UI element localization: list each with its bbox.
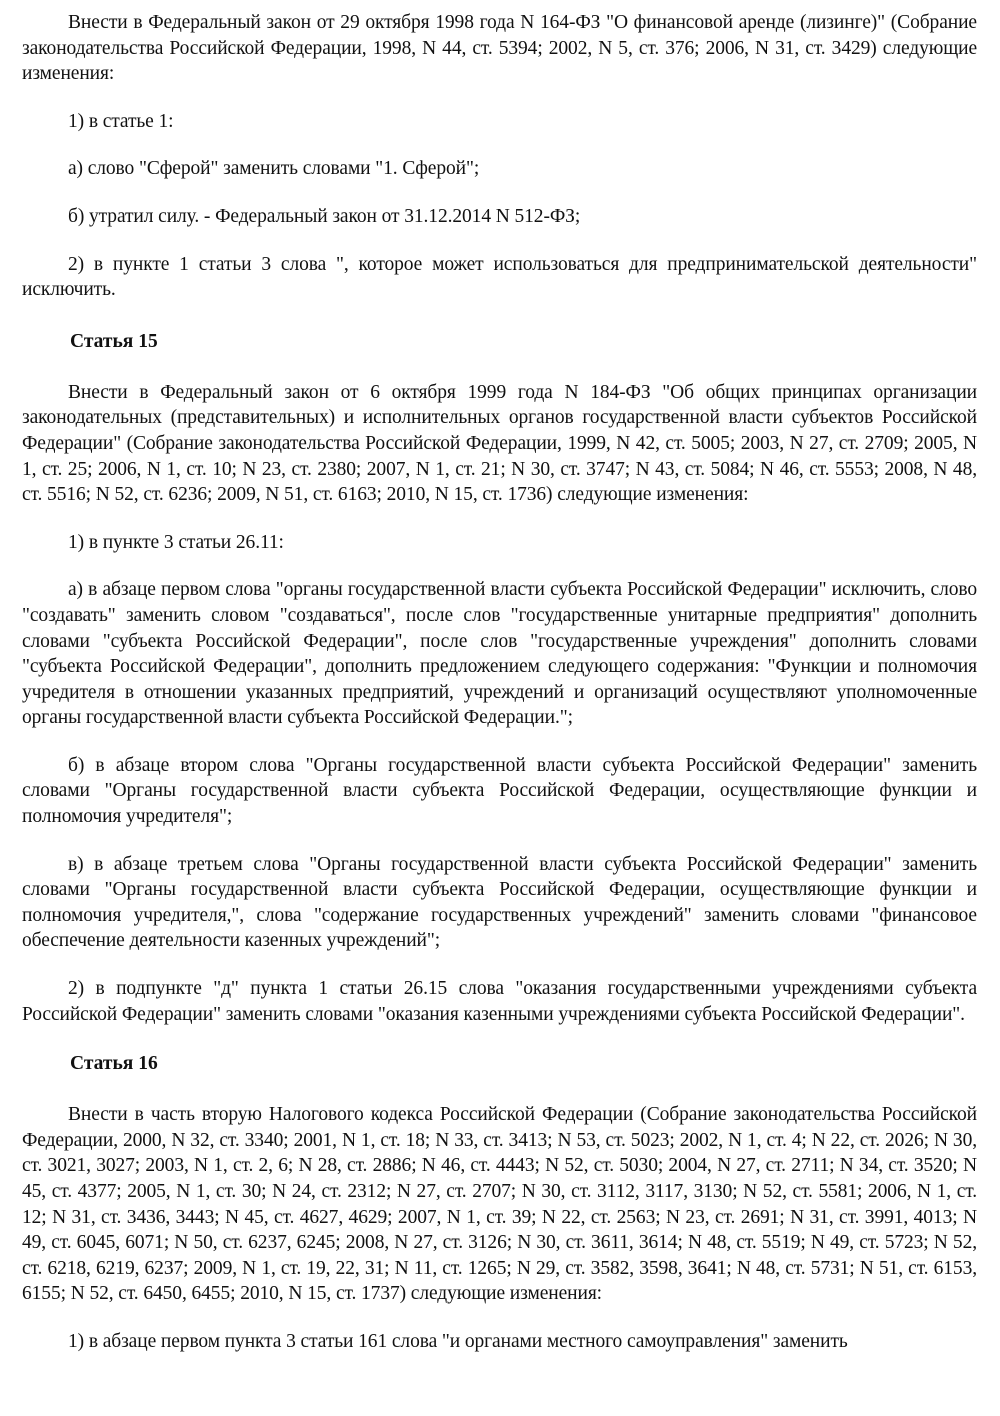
paragraph-art15-item-1: 1) в пункте 3 статьи 26.11: [68, 531, 284, 553]
paragraph-tax-code-intro: Внести в часть вторую Налогового кодекса Российской Федерации (Собрание законодательства Российской Федерации, 2000, N 32, ст. 3340; 2001, N 1, ст. 18; N 33, ст. 3413; N 53, ст. 5023; 2002, N 1, ст. 4; N 22, ст. 2026; N 30, ст. 3021, 3027; 2003, N 1, ст. 2, 6; N 28, ст. 2886; N 46, ст. 4443; N 52, ст. 5030; 2004, N 27, ст. 2711; N 34, ст. 3520; N 45, ст. 4377; 2005, N 1, ст. 30; N 24, ст. 2312; N 27, ст. 2707; N 30, ст. 3112, 3117, 3130; N 52, ст. 5581; 2006, N 1, ст. 12; N 31, ст. 3436, 3443; N 45, ст. 4627, 4629; 2007, N 1, ст. 39; N 22, ст. 2563; N 23, ст. 2691; N 31, ст. 3991, 4013; N 49, ст. 6045, 6071; N 50, ст. 6237, 6245; 2008, N 27, ст. 3126; N 30, ст. 3611, 3614; N 48, ст. 5519; N 49, ст. 5723; N 52, ст. 6218, 6219, 6237; 2009, N 1, ст. 19, 22, 31; N 11, ст. 1265; N 29, ст. 3582, 3598, 3641; N 48, ст. 5731; N 51, ст. 6153, 6155; N 52, ст. 6450, 6455; 2010, N 15, ст. 1737) следующие изменения: [22, 1104, 977, 1305]
paragraph-art15-item-1v: в) в абзаце третьем слова "Органы государственной власти субъекта Российской Федерации" заменить словами "Органы государственной власти субъекта Российской Федерации, осуществляющие функции и полномочия учредителя,", слова "содержание государственных учреждений" заменить словами "финансовое обеспечение деятельности казенных учреждений"; [22, 853, 977, 952]
paragraph-law-164-intro: Внести в Федеральный закон от 29 октября 1998 года N 164-ФЗ "О финансовой аренде (лизинге)" (Собрание законодательства Российской Федерации, 1998, N 44, ст. 5394; 2002, N 5, ст. 376; 2006, N 31, ст. 3429) следующие изменения: [22, 12, 977, 85]
paragraph-art15-item-2: 2) в подпункте "д" пункта 1 статьи 26.15 слова "оказания государственными учреждениями субъекта Российской Федерации" заменить словами "оказания казенными учреждениями субъекта Российской Федерации". [22, 978, 977, 1025]
article-15-heading: Статья 15 [70, 330, 158, 352]
paragraph-item-1a: а) слово "Сферой" заменить словами "1. Сферой"; [68, 158, 480, 180]
paragraph-art16-item-1: 1) в абзаце первом пункта 3 статьи 161 слова "и органами местного самоуправления" заменить [68, 1330, 848, 1352]
article-16-heading: Статья 16 [70, 1053, 158, 1075]
paragraph-art15-item-1a: а) в абзаце первом слова "органы государственной власти субъекта Российской Федерации" исключить, слово "создавать" заменить словом "создаваться", после слов "государственные унитарные предприятия" дополнить словами "субъекта Российской Федерации", после слов "государственные учреждения" дополнить словами "субъекта Российской Федерации", дополнить предложением следующего содержания: "Функции и полномочия учредителя в отношении указанных предприятий, учреждений и организаций осуществляют уполномоченные органы государственной власти субъекта Российской Федерации."; [22, 579, 977, 729]
paragraph-art15-item-1b: б) в абзаце втором слова "Органы государственной власти субъекта Российской Федерации" заменить словами "Органы государственной власти субъекта Российской Федерации, осуществляющие функции и полномочия учредителя"; [22, 754, 977, 828]
paragraph-item-1: 1) в статье 1: [68, 110, 174, 132]
paragraph-item-2: 2) в пункте 1 статьи 3 слова ", которое может использоваться для предпринимательской деятельности" исключить. [22, 253, 977, 301]
paragraph-item-1b: б) утратил силу. - Федеральный закон от 31.12.2014 N 512-ФЗ; [68, 205, 581, 227]
document-page [22, 10, 977, 1355]
paragraph-law-184-intro: Внести в Федеральный закон от 6 октября 1999 года N 184-ФЗ "Об общих принципах организации законодательных (представительных) и исполнительных органов государственной власти субъектов Российской Федерации" (Собрание законодательства Российской Федерации, 1999, N 42, ст. 5005; 2003, N 27, ст. 2709; 2005, N 1, ст. 25; 2006, N 1, ст. 10; N 23, ст. 2380; 2007, N 1, ст. 21; N 30, ст. 3747; N 43, ст. 5084; N 46, ст. 5553; 2008, N 48, ст. 5516; N 52, ст. 6236; 2009, N 51, ст. 6163; 2010, N 15, ст. 1736) следующие изменения: [22, 381, 977, 506]
